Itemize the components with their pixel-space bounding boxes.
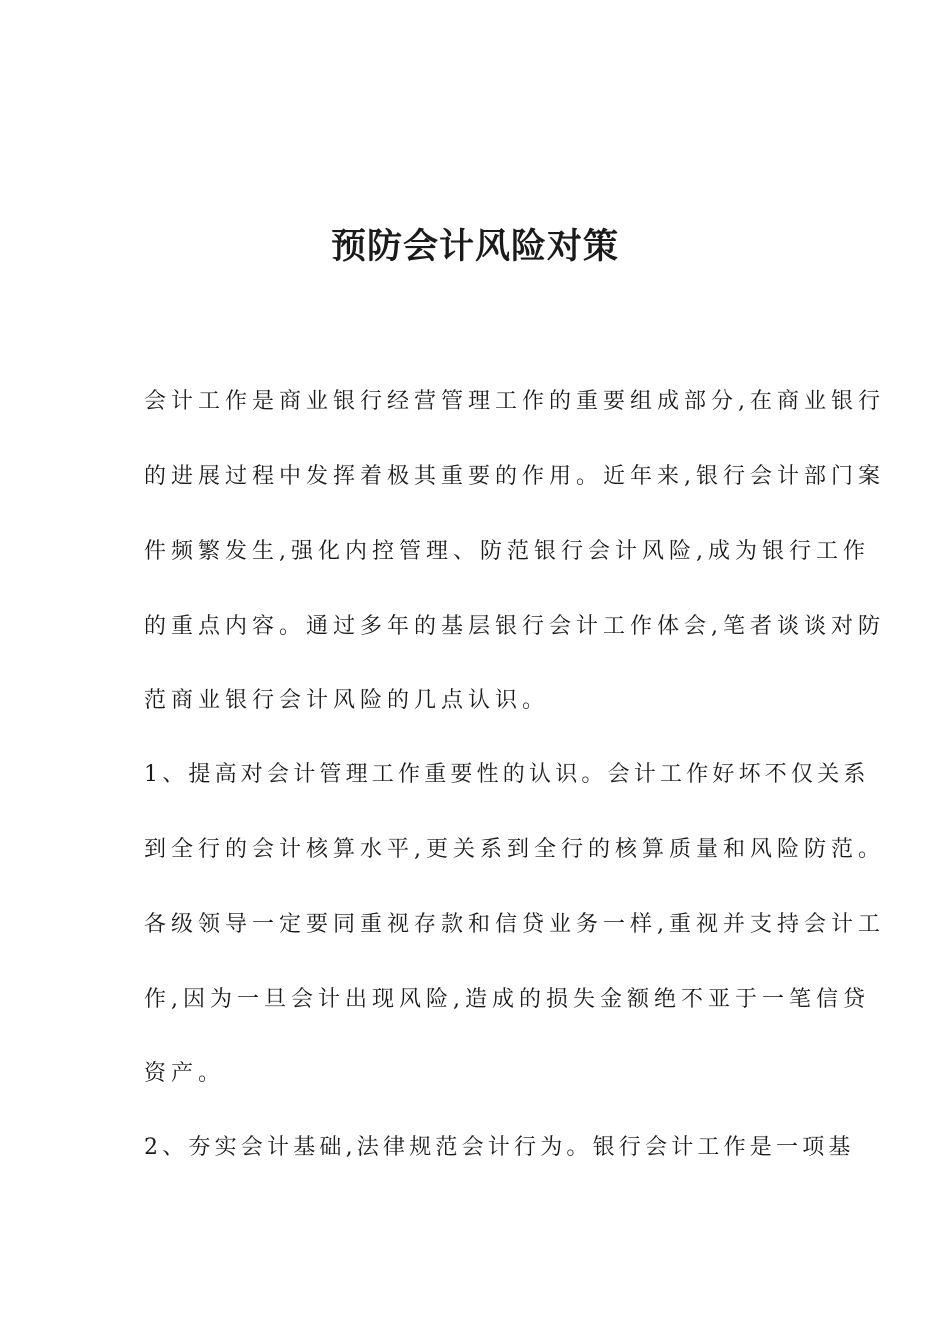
document-title: 预防会计风险对策: [330, 227, 619, 267]
paragraph-line: 件频繁发生,强化内控管理、防范银行会计风险,成为银行工作: [144, 539, 870, 564]
paragraph-line: 会计工作是商业银行经营管理工作的重要组成部分,在商业银行: [144, 389, 885, 414]
paragraph-line: 各级领导一定要同重视存款和信贷业务一样,重视并支持会计工: [144, 912, 885, 937]
paragraph-line: 的进展过程中发挥着极其重要的作用。近年来,银行会计部门案: [144, 464, 885, 489]
paragraph-line: 2、夯实会计基础,法律规范会计行为。银行会计工作是一项基: [144, 1135, 855, 1160]
paragraph-line: 到全行的会计核算水平,更关系到全行的核算质量和风险防范。: [144, 837, 885, 862]
paragraph-line: 作,因为一旦会计出现风险,造成的损失金额绝不亚于一笔信贷: [144, 987, 870, 1012]
paragraph-line: 的重点内容。通过多年的基层银行会计工作体会,笔者谈谈对防: [144, 614, 885, 639]
paragraph-line: 1、提高对会计管理工作重要性的认识。会计工作好坏不仅关系: [144, 762, 870, 787]
paragraph-line: 范商业银行会计风险的几点认识。: [144, 688, 550, 713]
paragraph-line: 资产。: [144, 1061, 226, 1086]
